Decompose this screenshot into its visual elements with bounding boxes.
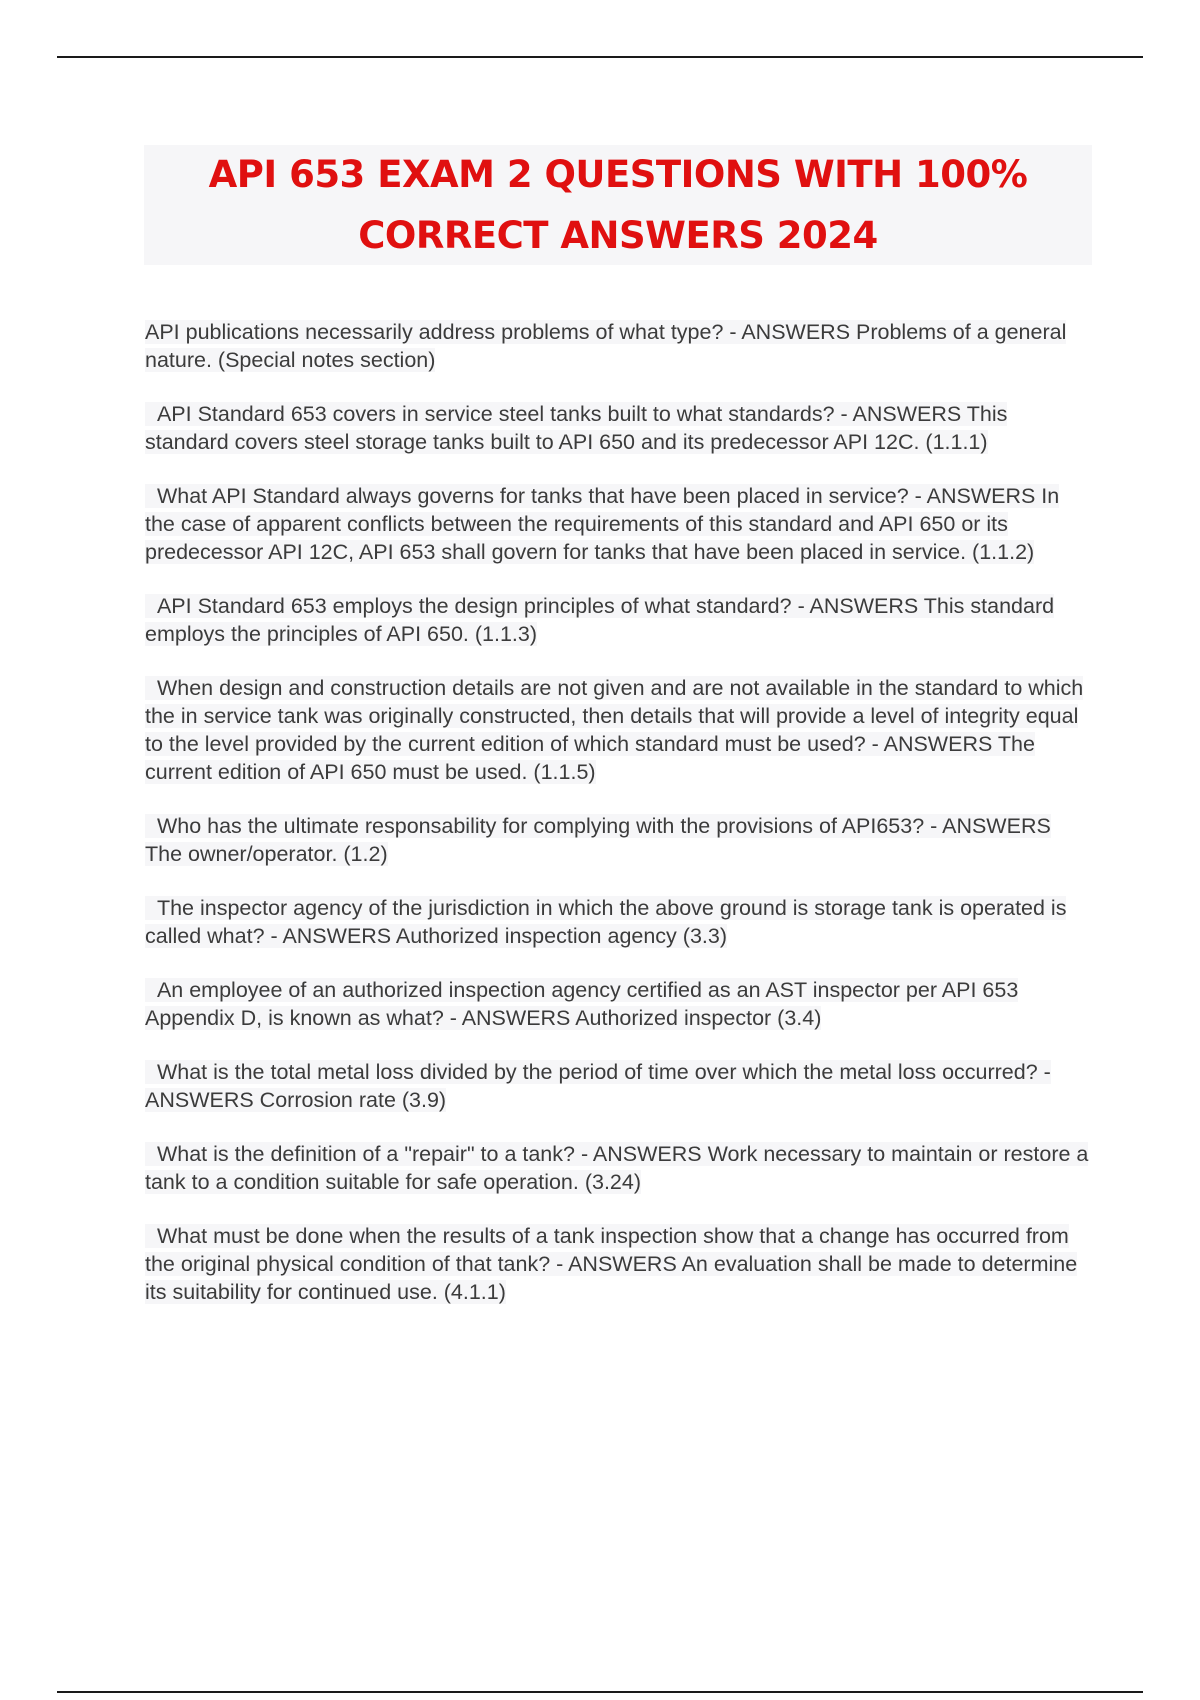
qa-item xyxy=(145,400,1090,456)
qa-list xyxy=(145,318,1090,1332)
qa-text: Who has the ultimate responsability for complying with the provisions of API653? - ANSWERS The owner/operator. (1.2) xyxy=(145,814,1051,866)
document-title: API 653 EXAM 2 QUESTIONS WITH 100% CORRECT ANSWERS 2024 xyxy=(208,153,1028,257)
qa-item xyxy=(145,976,1090,1032)
qa-item xyxy=(145,318,1090,374)
qa-text: What is the total metal loss divided by the period of time over which the metal loss occurred? - ANSWERS Corrosion rate (3.9) xyxy=(145,1060,1051,1112)
qa-item xyxy=(145,1140,1090,1196)
qa-item xyxy=(145,592,1090,648)
title-banner xyxy=(144,145,1092,265)
qa-text: When design and construction details are not given and are not available in the standard to which the in service tank was originally constructed, then details that will provide a level of integrity equal to the level provided by the current edition of which standard must be used? - ANSWERS The current edition of API 650 must be used. (1.1.5) xyxy=(145,676,1084,784)
qa-item xyxy=(145,894,1090,950)
qa-item xyxy=(145,812,1090,868)
qa-text: API Standard 653 covers in service steel tanks built to what standards? - ANSWERS This standard covers steel storage tanks built to API 650 and its predecessor API 12C. (1.1.1) xyxy=(145,402,1008,454)
qa-item xyxy=(145,1222,1090,1306)
qa-item xyxy=(145,674,1090,786)
qa-item xyxy=(145,1058,1090,1114)
qa-item xyxy=(145,482,1090,566)
qa-text: What must be done when the results of a tank inspection show that a change has occurred from the original physical condition of that tank? - ANSWERS An evaluation shall be made to determine its suitability for continued use. (4.1.1) xyxy=(145,1224,1078,1304)
bottom-rule xyxy=(57,1691,1143,1693)
qa-text: What API Standard always governs for tanks that have been placed in service? - ANSWERS In the case of apparent conflicts between the requirements of this standard and API 650 or its predecessor API 12C, API 653 shall govern for tanks that have been placed in service. (1.1.2) xyxy=(145,484,1060,564)
top-rule xyxy=(57,56,1143,58)
qa-text: The inspector agency of the jurisdiction in which the above ground is storage tank is operated is called what? - ANSWERS Authorized inspection agency (3.3) xyxy=(145,896,1067,948)
qa-text: API publications necessarily address problems of what type? - ANSWERS Problems of a general nature. (Special notes section) xyxy=(145,320,1067,372)
qa-text: An employee of an authorized inspection agency certified as an AST inspector per API 653 Appendix D, is known as what? - ANSWERS Authorized inspector (3.4) xyxy=(145,978,1019,1030)
qa-text: What is the definition of a "repair" to a tank? - ANSWERS Work necessary to maintain or restore a tank to a condition suitable for safe operation. (3.24) xyxy=(145,1142,1089,1194)
qa-text: API Standard 653 employs the design principles of what standard? - ANSWERS This standard employs the principles of API 650. (1.1.3) xyxy=(145,594,1055,646)
